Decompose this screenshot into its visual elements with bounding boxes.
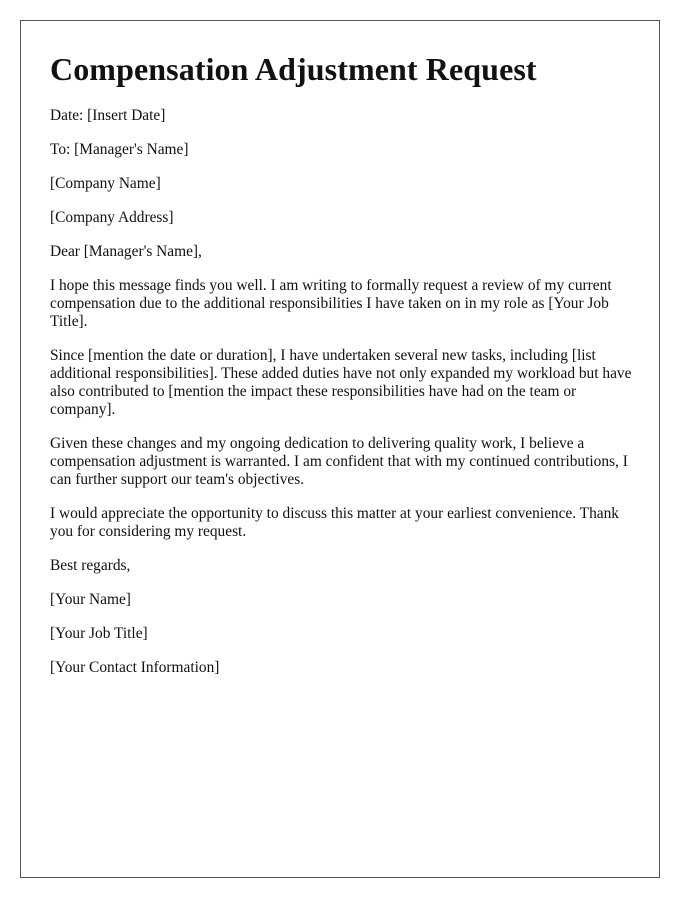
- closing: Best regards,: [50, 557, 131, 574]
- body-paragraph-responsibilities: Since [mention the date or duration], I have undertaken several new tasks, including [list additional responsibilities]. These added duties have not only expanded my workload but have also contributed to [mention the impact these responsibilities have had on the team or company].: [50, 347, 632, 418]
- body-paragraph-request: I would appreciate the opportunity to discuss this matter at your earliest convenience. Thank you for considering my request.: [50, 505, 620, 540]
- letter-content: [50, 51, 640, 677]
- signature-name: [Your Name]: [50, 591, 131, 608]
- body-paragraph-justification: Given these changes and my ongoing dedication to delivering quality work, I believe a compensation adjustment is warranted. I am confident that with my continued contributions, I can further support our team's objectives.: [50, 435, 628, 488]
- signature-job-title: [Your Job Title]: [50, 625, 148, 642]
- body-paragraph-intro: I hope this message finds you well. I am writing to formally request a review of my current compensation due to the additional responsibilities I have taken on in my role as [Your Job Title].: [50, 277, 612, 330]
- date-line: Date: [Insert Date]: [50, 107, 166, 124]
- letter-title: Compensation Adjustment Request: [50, 51, 537, 87]
- company-name: [Company Name]: [50, 175, 161, 192]
- company-address: [Company Address]: [50, 209, 174, 226]
- recipient-line: To: [Manager's Name]: [50, 141, 189, 158]
- salutation: Dear [Manager's Name],: [50, 243, 202, 260]
- letter-page: [20, 20, 660, 878]
- signature-contact: [Your Contact Information]: [50, 659, 220, 676]
